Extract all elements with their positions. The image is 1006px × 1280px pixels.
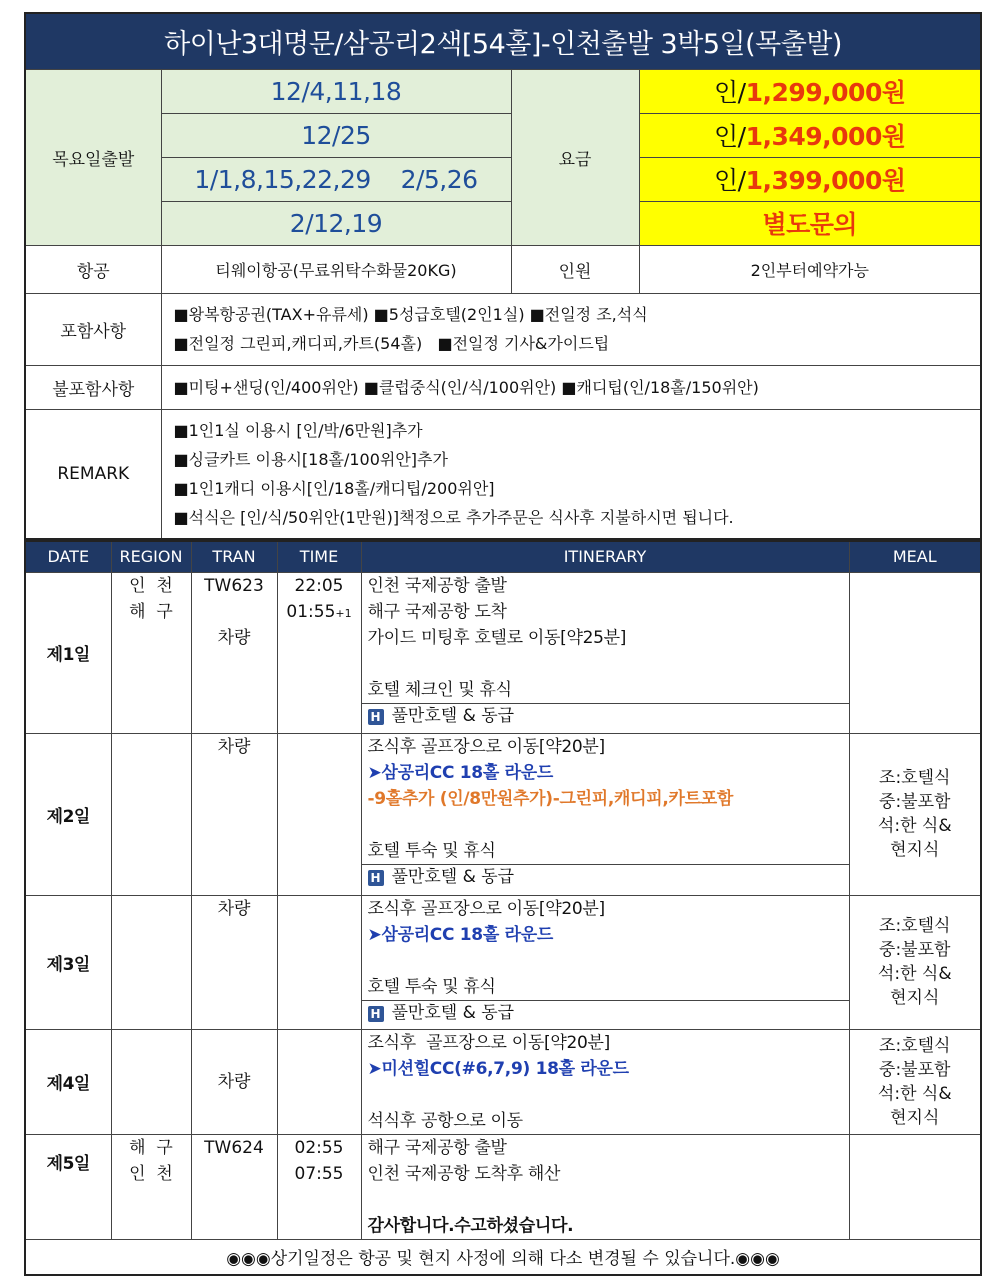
tran-cell xyxy=(191,1134,277,1239)
hotel-line xyxy=(362,1000,849,1027)
pax-label: 인원 xyxy=(511,245,639,293)
meal-breakfast: 조:호텔식 xyxy=(879,916,951,936)
day-label: 제1일 xyxy=(25,572,111,733)
meal-dinner-cont: 현지식 xyxy=(890,1107,940,1128)
remark-line: ■석식은 [인/식/50위안(1만원)]책정으로 추가주문은 식사후 지불하시면 됩니다. xyxy=(173,507,734,527)
pax-value: 2인부터예약가능 xyxy=(639,245,981,293)
departure-date: 12/4,11,18 xyxy=(161,69,511,113)
meal-dinner: 석:한 식& xyxy=(877,816,952,836)
airline-value: 티웨이항공(무료위탁수화물20KG) xyxy=(161,245,511,293)
itinerary-line: 인천 국제공항 출발 xyxy=(367,575,507,596)
meal-cell xyxy=(849,733,981,895)
time-cell xyxy=(277,895,361,1029)
price-prefix: 인/ xyxy=(714,78,746,107)
price-prefix: 인/ xyxy=(714,122,746,151)
itinerary-line xyxy=(362,651,849,677)
golf-round-line: ➤삼공리CC 18홀 라운드 xyxy=(367,762,553,783)
itinerary-line: 조식후 골프장으로 이동[약20분] xyxy=(367,736,605,757)
included-label: 포함사항 xyxy=(25,293,161,365)
itinerary-table xyxy=(24,540,982,1276)
time-value: 07:55 xyxy=(294,1163,344,1184)
meal-cell xyxy=(849,1134,981,1239)
price-cell xyxy=(639,113,981,157)
price-amount: 1,299,000원 xyxy=(745,78,906,107)
hotel-name: 풀만호텔 & 동급 xyxy=(391,867,515,887)
meal-lunch: 중:불포함 xyxy=(879,1059,951,1080)
tran-cell xyxy=(191,1029,277,1134)
time-value: 22:05 xyxy=(294,575,344,596)
itinerary-line xyxy=(362,1082,849,1108)
hotel-name: 풀만호텔 & 동급 xyxy=(391,1003,515,1023)
day-row xyxy=(25,1134,981,1239)
itinerary-line: 인천 국제공항 도착후 해산 xyxy=(367,1163,561,1184)
meal-lunch: 중:불포함 xyxy=(879,792,951,812)
meal-dinner-cont: 현지식 xyxy=(890,840,940,860)
price-cell xyxy=(639,157,981,201)
remark-line: ■1인1실 이용시 [인/박/6만원]추가 xyxy=(173,420,423,440)
tour-title: 하이난3대명문/삼공리2색[54홀]-인천출발 3박5일(목출발) xyxy=(25,13,981,69)
day-row xyxy=(25,1029,981,1134)
tour-info-table xyxy=(24,12,982,540)
price-amount: 1,349,000원 xyxy=(745,122,906,151)
tran-spacer xyxy=(192,599,277,625)
itinerary-cell xyxy=(361,1134,849,1239)
remark-list xyxy=(161,409,981,539)
fare-label: 요금 xyxy=(511,69,639,245)
meal-lunch: 중:불포함 xyxy=(879,940,951,960)
hotel-line xyxy=(362,703,849,730)
meal-cell xyxy=(849,572,981,733)
header-meal: MEAL xyxy=(849,541,981,572)
itinerary-cell xyxy=(361,572,849,733)
hotel-icon: H xyxy=(368,1006,384,1022)
tran-cell xyxy=(191,895,277,1029)
day-label: 제2일 xyxy=(25,733,111,895)
itinerary-line xyxy=(362,812,849,838)
itinerary-line: 가이드 미팅후 호텔로 이동[약25분] xyxy=(367,627,627,648)
closing-line: 감사합니다.수고하셨습니다. xyxy=(367,1215,574,1236)
flight-number: TW623 xyxy=(204,575,264,596)
transport-mode: 차량 xyxy=(217,627,251,648)
region-name: 해 구 xyxy=(129,601,173,622)
tran-cell xyxy=(191,572,277,733)
region-cell xyxy=(111,733,191,895)
itinerary-line: 석식후 공항으로 이동 xyxy=(367,1110,523,1131)
time-cell xyxy=(277,572,361,733)
flight-number: TW624 xyxy=(204,1137,264,1158)
time-value: 02:55 xyxy=(294,1137,344,1158)
region-cell xyxy=(111,572,191,733)
excluded-label: 불포함사항 xyxy=(25,365,161,409)
itinerary-line: 해구 국제공항 출발 xyxy=(367,1137,507,1158)
meal-breakfast: 조:호텔식 xyxy=(879,768,951,788)
meal-dinner: 석:한 식& xyxy=(877,964,952,984)
meal-breakfast: 조:호텔식 xyxy=(879,1035,951,1056)
itinerary-line xyxy=(362,1187,849,1213)
departure-date: 1/1,8,15,22,29 2/5,26 xyxy=(161,157,511,201)
golf-round-line: ➤삼공리CC 18홀 라운드 xyxy=(367,924,553,945)
transport-mode: 차량 xyxy=(217,736,251,757)
itinerary-cell xyxy=(361,733,849,895)
time-row xyxy=(278,599,361,627)
price-inquiry: 별도문의 xyxy=(639,201,981,245)
itinerary-line: 호텔 체크인 및 휴식 xyxy=(367,679,512,700)
airline-label: 항공 xyxy=(25,245,161,293)
departure-date: 12/25 xyxy=(161,113,511,157)
meal-cell xyxy=(849,895,981,1029)
time-value: 01:55 xyxy=(286,601,336,622)
included-line: ■전일정 그린피,캐디피,카트(54홀) ■전일정 기사&가이드팁 xyxy=(173,334,610,353)
remark-label: REMARK xyxy=(25,409,161,539)
itinerary-cell xyxy=(361,1029,849,1134)
departure-label: 목요일출발 xyxy=(25,69,161,245)
tran-cell xyxy=(191,733,277,895)
day-label: 제5일 xyxy=(25,1134,111,1239)
meal-dinner-cont: 현지식 xyxy=(890,988,940,1008)
day-row xyxy=(25,895,981,1029)
remark-line: ■싱글카트 이용시[18홀/100위안]추가 xyxy=(173,449,448,469)
remark-line: ■1인1캐디 이용시[인/18홀/캐디팁/200위안] xyxy=(173,478,495,498)
transport-mode: 차량 xyxy=(217,1071,251,1092)
hotel-line xyxy=(362,864,849,891)
itinerary-header-row xyxy=(25,541,981,572)
hotel-icon: H xyxy=(368,870,384,886)
golf-round-line: ➤미션힐CC(#6,7,9) 18홀 라운드 xyxy=(367,1058,629,1079)
hotel-name: 풀만호텔 & 동급 xyxy=(391,706,515,726)
meal-dinner: 석:한 식& xyxy=(877,1083,952,1104)
itinerary-cell xyxy=(361,895,849,1029)
header-date: DATE xyxy=(25,541,111,572)
meal-cell xyxy=(849,1029,981,1134)
time-cell xyxy=(277,1029,361,1134)
time-cell xyxy=(277,733,361,895)
price-amount: 1,399,000원 xyxy=(745,166,906,195)
header-time: TIME xyxy=(277,541,361,572)
itinerary-line: 호텔 투숙 및 휴식 xyxy=(367,976,496,997)
day-label: 제3일 xyxy=(25,895,111,1029)
itinerary-line: 조식후 골프장으로 이동[약20분] xyxy=(367,1032,610,1053)
itinerary-line: 해구 국제공항 도착 xyxy=(367,601,507,622)
note-row xyxy=(25,1239,981,1275)
hotel-icon: H xyxy=(368,709,384,725)
price-cell xyxy=(639,69,981,113)
included-list xyxy=(161,293,981,365)
schedule-change-note: ◉◉◉상기일정은 항공 및 현지 사정에 의해 다소 변경될 수 있습니다.◉◉◉ xyxy=(25,1239,981,1275)
region-cell xyxy=(111,1029,191,1134)
region-name: 해 구 xyxy=(129,1137,173,1158)
itinerary-line: 조식후 골프장으로 이동[약20분] xyxy=(367,898,605,919)
header-region: REGION xyxy=(111,541,191,572)
day-label: 제4일 xyxy=(25,1029,111,1134)
price-prefix: 인/ xyxy=(714,166,746,195)
header-tran: TRAN xyxy=(191,541,277,572)
region-name: 인 천 xyxy=(129,1163,173,1184)
day-row xyxy=(25,733,981,895)
extra-holes-line: -9홀추가 (인/8만원추가)-그린피,캐디피,카트포함 xyxy=(367,788,734,809)
region-cell xyxy=(111,1134,191,1239)
day-row xyxy=(25,572,981,733)
included-line: ■왕복항공권(TAX+유류세) ■5성급호텔(2인1실) ■전일정 조,석식 xyxy=(173,305,648,324)
region-name: 인 천 xyxy=(129,575,173,596)
itinerary-line: 호텔 투숙 및 휴식 xyxy=(367,840,496,861)
time-cell xyxy=(277,1134,361,1239)
itinerary-line xyxy=(362,948,849,974)
departure-date: 2/12,19 xyxy=(161,201,511,245)
next-day-mark: +1 xyxy=(335,606,352,620)
transport-mode: 차량 xyxy=(217,898,251,919)
header-itinerary: ITINERARY xyxy=(361,541,849,572)
region-cell xyxy=(111,895,191,1029)
excluded-text: ■미팅+샌딩(인/400위안) ■클럽중식(인/식/100위안) ■캐디팁(인/18홀/150위안) xyxy=(161,365,981,409)
